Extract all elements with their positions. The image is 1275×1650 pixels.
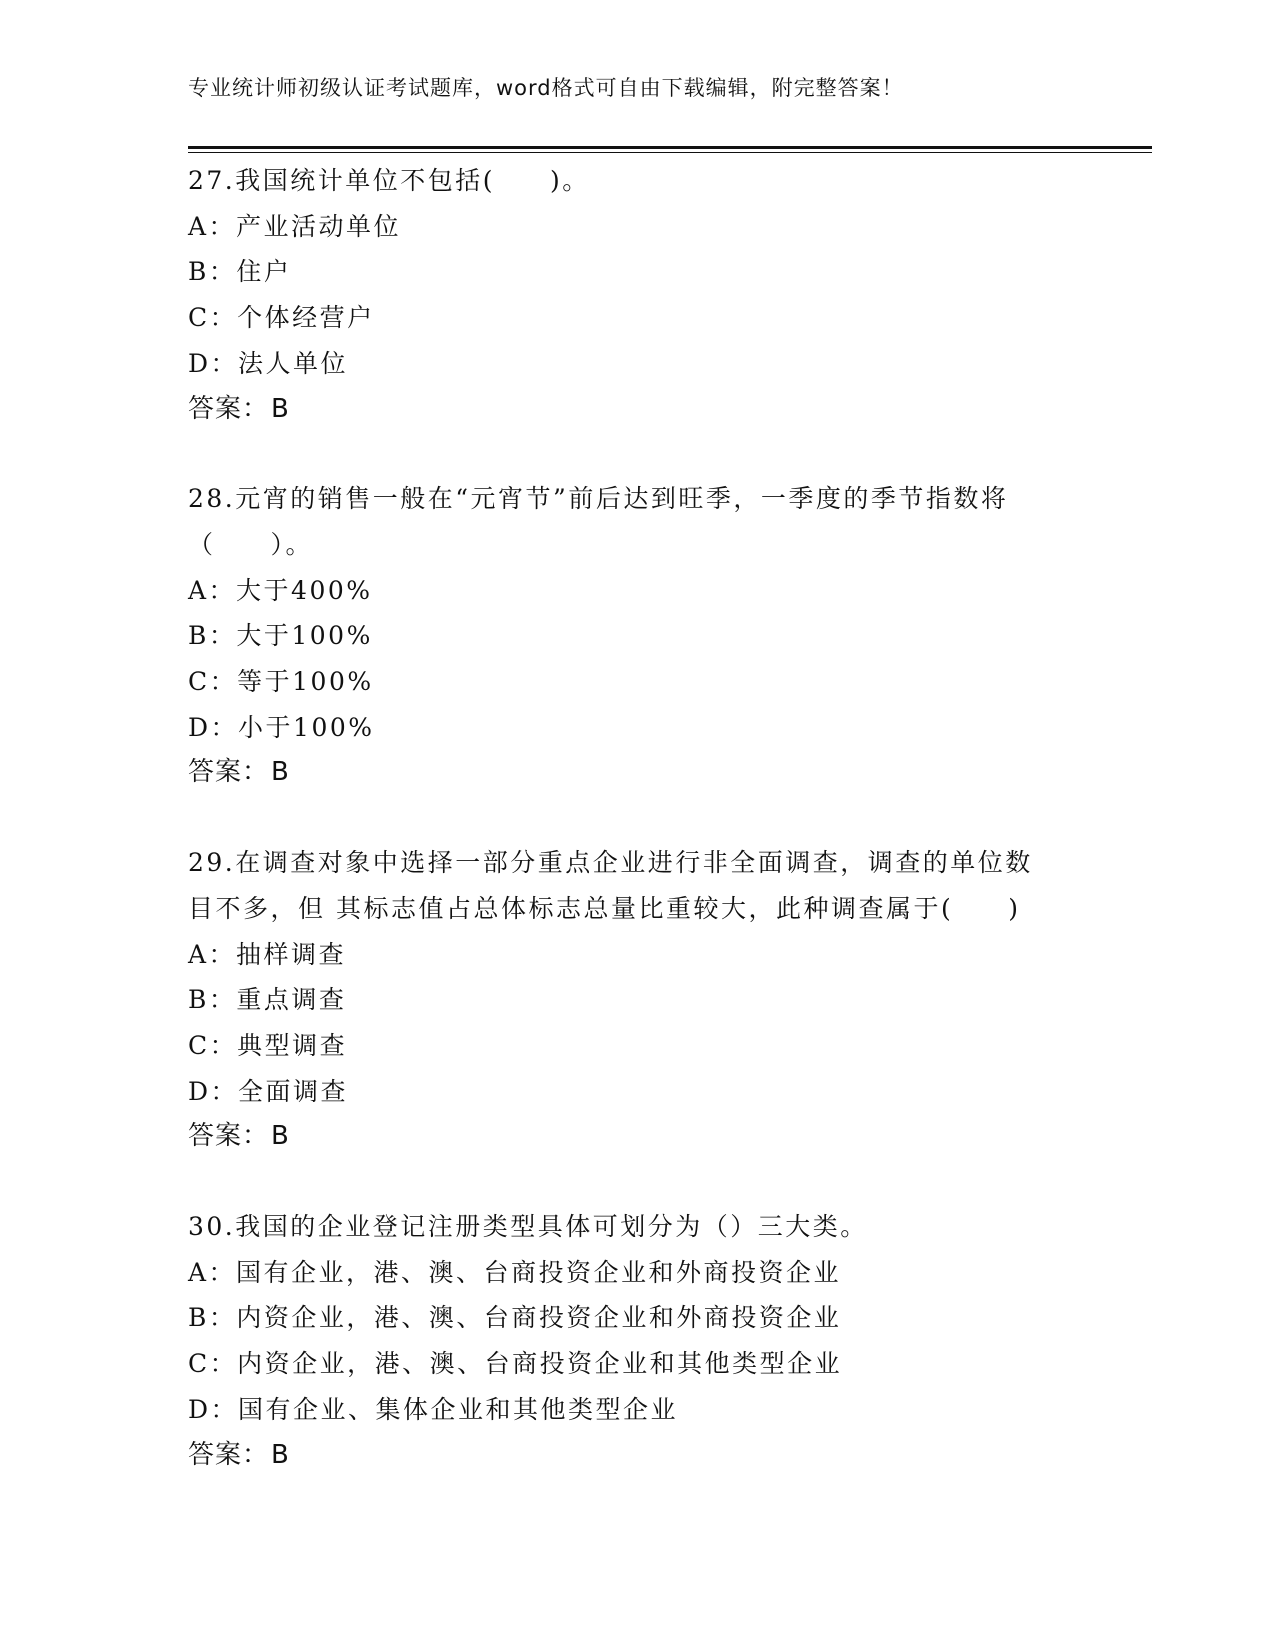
option-b: B：大于100% <box>188 621 373 651</box>
question-29 <box>188 840 1088 1160</box>
answer-line <box>188 750 1088 796</box>
option-c: C：个体经营户 <box>188 303 375 333</box>
option-a: A：大于400% <box>188 575 373 605</box>
option-a: A：产业活动单位 <box>188 211 402 241</box>
answer-label: 答案： <box>188 757 270 788</box>
option-c: C：内资企业，港、澳、台商投资企业和其他类型企业 <box>188 1349 843 1379</box>
header-rule-thin <box>188 152 1152 153</box>
answer-value: B <box>271 757 290 788</box>
question-stem: 29.在调查对象中选择一部分重点企业进行非全面调查，调查的单位数 <box>188 848 1033 878</box>
answer-value: B <box>271 1121 290 1152</box>
answer-line <box>188 1433 1088 1479</box>
question-stem-continued: 目不多，但 其标志值占总体标志总量比重较大，此种调查属于( ) <box>188 893 1021 923</box>
answer-label: 答案： <box>188 393 270 424</box>
answer-line <box>188 1114 1088 1160</box>
question-stem: 28.元宵的销售一般在“元宵节”前后达到旺季，一季度的季节指数将 <box>188 484 1009 514</box>
header-rule-thick <box>188 146 1152 149</box>
option-d: D：法人单位 <box>188 348 349 378</box>
option-d: D：全面调查 <box>188 1076 349 1106</box>
question-30 <box>188 1204 1088 1478</box>
option-a: A：抽样调查 <box>188 939 347 969</box>
question-27 <box>188 158 1088 432</box>
answer-label: 答案： <box>188 1439 270 1470</box>
answer-value: B <box>271 393 290 424</box>
option-d: D：国有企业、集体企业和其他类型企业 <box>188 1394 679 1424</box>
option-c: C：典型调查 <box>188 1030 348 1060</box>
answer-line <box>188 387 1088 433</box>
question-list <box>188 158 1088 1522</box>
option-b: B：住户 <box>188 257 292 287</box>
question-stem: 30.我国的企业登记注册类型具体可划分为（）三大类。 <box>188 1212 868 1242</box>
option-a: A：国有企业，港、澳、台商投资企业和外商投资企业 <box>188 1257 842 1287</box>
question-stem-continued: （ ）。 <box>188 529 314 559</box>
option-b: B：重点调查 <box>188 985 347 1015</box>
answer-value: B <box>271 1439 290 1470</box>
option-d: D：小于100% <box>188 712 375 742</box>
answer-label: 答案： <box>188 1121 270 1152</box>
option-b: B：内资企业，港、澳、台商投资企业和外商投资企业 <box>188 1303 842 1333</box>
question-28 <box>188 476 1088 796</box>
option-c: C：等于100% <box>188 667 374 697</box>
page-header: 专业统计师初级认证考试题库，word格式可自由下载编辑，附完整答案！ <box>188 76 904 100</box>
question-stem: 27.我国统计单位不包括( )。 <box>188 166 590 195</box>
